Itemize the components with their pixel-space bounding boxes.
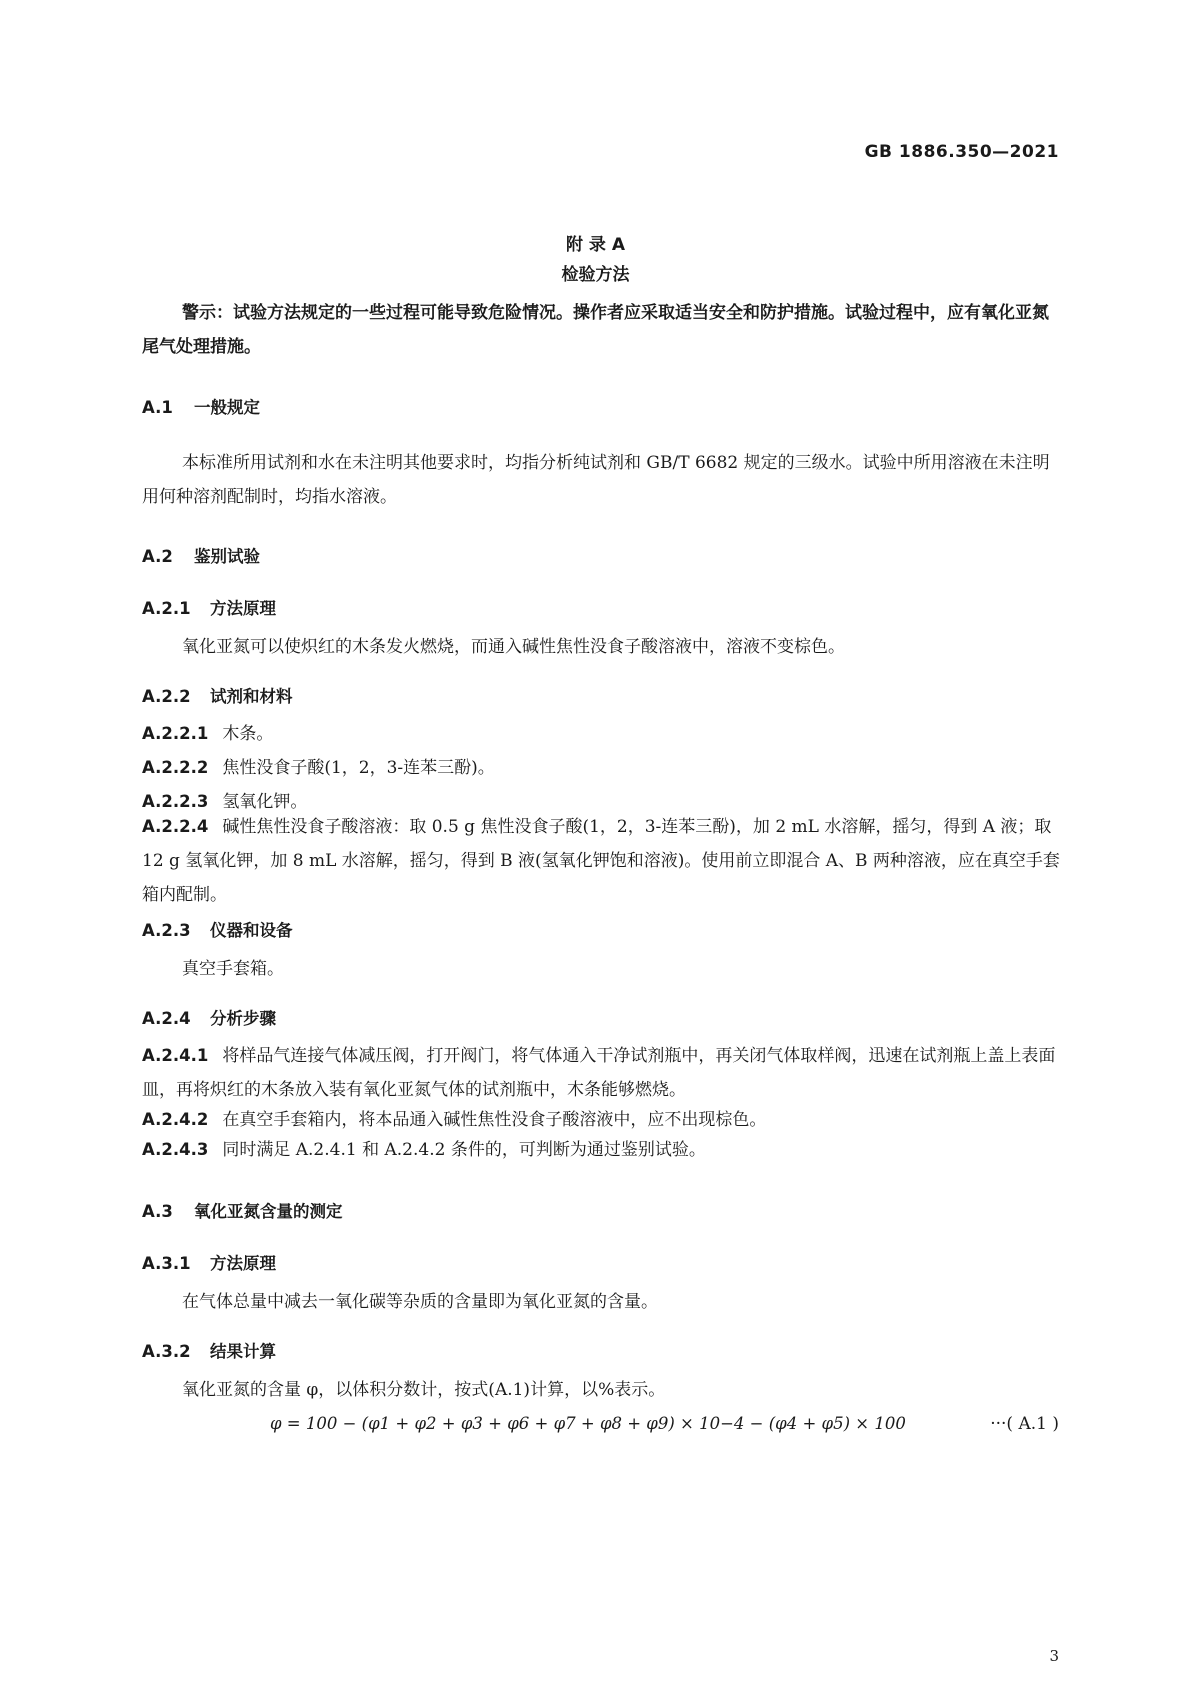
list-item	[142, 810, 1060, 912]
paragraph: 氧化亚氮可以使炽红的木条发火燃烧，而通入碱性焦性没食子酸溶液中，溶液不变棕色。	[182, 637, 845, 657]
item-text: 木条。	[222, 724, 274, 744]
paragraph: 氧化亚氮的含量 φ，以体积分数计，按式(A.1)计算，以%表示。	[182, 1380, 666, 1400]
formula-number: ···( A.1 )	[990, 1414, 1059, 1434]
formula-a1: φ = 100 − (φ1 + φ2 + φ3 + φ6 + φ7 + φ8 + φ9) × 10−4 − (φ4 + φ5) × 100	[270, 1414, 906, 1433]
section-number: A.3.1	[142, 1254, 191, 1273]
list-item	[142, 1039, 1060, 1107]
section-title: 结果计算	[210, 1342, 276, 1361]
paragraph: 本标准所用试剂和水在未注明其他要求时，均指分析纯试剂和 GB/T 6682 规定的三级水。试验中所用溶液在未注明用何种溶剂配制时，均指水溶液。	[142, 453, 1050, 507]
item-text: 将样品气连接气体减压阀，打开阀门，将气体通入干净试剂瓶中，再关闭气体取样阀，迅速在试剂瓶上盖上表面皿，再将炽红的木条放入装有氧化亚氮气体的试剂瓶中，木条能够燃烧。	[142, 1046, 1056, 1100]
section-title: 方法原理	[210, 1254, 276, 1273]
list-item	[142, 1133, 1060, 1167]
list-item	[142, 1103, 1060, 1137]
paragraph: 真空手套箱。	[182, 959, 284, 979]
item-text: 在真空手套箱内，将本品通入碱性焦性没食子酸溶液中，应不出现棕色。	[222, 1110, 767, 1130]
list-item	[142, 751, 1060, 785]
item-text: 碱性焦性没食子酸溶液：取 0.5 g 焦性没食子酸(1，2，3-连苯三酚)，加 2 mL 水溶解，摇匀，得到 A 液；取 12 g 氢氧化钾，加 8 mL 水溶解，摇匀，得到 B 液(氢氧化钾饱和溶液)。使用前立即混合 A、B 两种溶液，应在真空手套箱内配制。	[142, 817, 1060, 905]
list-item	[142, 717, 1060, 751]
warning-text: 警示：试验方法规定的一些过程可能导致危险情况。操作者应采取适当安全和防护措施。试验过程中，应有氧化亚氮尾气处理措施。	[142, 303, 1049, 357]
section-title: 方法原理	[210, 599, 276, 618]
section-a24-heading	[142, 1005, 276, 1029]
section-title: 仪器和设备	[210, 921, 293, 940]
section-a23-body	[142, 952, 1060, 986]
item-text: 氢氧化钾。	[222, 792, 308, 812]
section-number: A.2	[142, 547, 173, 566]
section-a31-body	[142, 1285, 1060, 1319]
section-a1-body	[142, 446, 1060, 514]
section-a21-heading	[142, 595, 276, 619]
standard-code: GB 1886.350—2021	[864, 142, 1059, 162]
section-number: A.3	[142, 1202, 173, 1221]
section-a2-heading	[142, 543, 260, 567]
section-number: A.2.1	[142, 599, 191, 618]
item-number: A.2.2.1	[142, 724, 209, 743]
item-number: A.2.2.3	[142, 792, 209, 811]
item-number: A.2.4.2	[142, 1110, 209, 1129]
section-a21-body	[142, 630, 1060, 664]
section-number: A.1	[142, 398, 173, 417]
section-title: 试剂和材料	[210, 687, 293, 706]
item-number: A.2.2.2	[142, 758, 209, 777]
section-number: A.2.3	[142, 921, 191, 940]
item-number: A.2.2.4	[142, 817, 209, 836]
section-a32-body	[142, 1373, 1060, 1407]
section-a22-heading	[142, 683, 293, 707]
item-text: 焦性没食子酸(1，2，3-连苯三酚)。	[222, 758, 495, 778]
section-a3-heading	[142, 1198, 343, 1222]
warning-note	[142, 296, 1060, 364]
section-title: 一般规定	[194, 398, 260, 417]
annex-title: 检验方法	[561, 265, 630, 285]
section-title: 鉴别试验	[194, 547, 260, 566]
item-text: 同时满足 A.2.4.1 和 A.2.4.2 条件的，可判断为通过鉴别试验。	[222, 1140, 706, 1160]
section-a23-heading	[142, 917, 293, 941]
section-number: A.3.2	[142, 1342, 191, 1361]
page-number: 3	[1049, 1647, 1059, 1665]
paragraph: 在气体总量中减去一氧化碳等杂质的含量即为氧化亚氮的含量。	[182, 1292, 658, 1312]
section-number: A.2.2	[142, 687, 191, 706]
section-a1-heading	[142, 394, 260, 418]
item-number: A.2.4.3	[142, 1140, 209, 1159]
section-title: 氧化亚氮含量的测定	[194, 1202, 343, 1221]
section-title: 分析步骤	[210, 1009, 276, 1028]
section-a32-heading	[142, 1338, 276, 1362]
section-a31-heading	[142, 1250, 276, 1274]
section-number: A.2.4	[142, 1009, 191, 1028]
item-number: A.2.4.1	[142, 1046, 209, 1065]
annex-label: 附 录 A	[566, 235, 625, 255]
